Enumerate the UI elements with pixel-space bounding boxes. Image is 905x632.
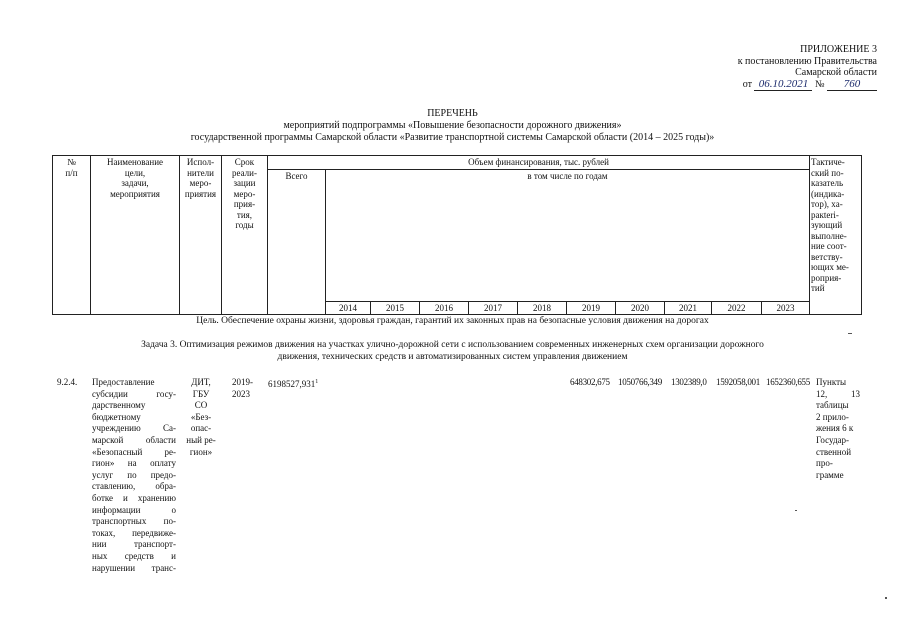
appendix-line: Самарской области bbox=[795, 67, 877, 78]
header-executor: Испол- нители меро- приятия bbox=[180, 156, 222, 315]
row-total: 6198527,931$^1$ bbox=[268, 379, 319, 389]
appendix-date: 06.10.2021 bbox=[754, 79, 812, 92]
row-executor: ДИТ, ГБУ СО «Без- опас- ный ре- гион» bbox=[186, 377, 216, 457]
task-text: Задача 3. Оптимизация режимов движения на участках улично-дорожной сети с использованием современных инженерных схем организации дорожного bbox=[141, 340, 764, 350]
appendix-line: к постановлению Правительства bbox=[737, 55, 877, 67]
header-year: 2016 bbox=[420, 301, 469, 315]
header-number: № п/п bbox=[53, 156, 91, 315]
task-text: движения, технических средств и автоматизированных систем управления движением bbox=[277, 352, 628, 362]
header-year: 2017 bbox=[469, 301, 518, 315]
goal-text: Цель. Обеспечение охраны жизни, здоровья граждан, гарантий их законных прав на безопасные условия движения на дорогах bbox=[196, 316, 709, 326]
header-year: 2022 bbox=[712, 301, 762, 315]
row-value-2022: 1592058,001 bbox=[716, 377, 760, 387]
document-subtitle: мероприятий подпрограммы «Повышение безопасности дорожного движения» bbox=[283, 120, 622, 131]
document-subtitle: государственной программы Самарской области «Развитие транспортной системы Самарской области (2014 – 2025 годы)» bbox=[190, 132, 715, 143]
row-term: 2019- 2023 bbox=[232, 377, 253, 399]
header-year: 2015 bbox=[371, 301, 420, 315]
header-year: 2019 bbox=[567, 301, 616, 315]
header-by-years: в том числе по годам bbox=[326, 170, 810, 302]
funding-header-table bbox=[52, 155, 862, 315]
header-year: 2021 bbox=[665, 301, 712, 315]
scan-speck bbox=[885, 597, 887, 599]
appendix-number: 760 bbox=[827, 79, 877, 92]
header-term: Срок реали- зации меро- прия- тия, годы bbox=[222, 156, 268, 315]
header-year: 2023 bbox=[762, 301, 810, 315]
row-value-2020: 1050766,349 bbox=[618, 377, 662, 387]
row-indicator: Пункты 12, 13 таблицы 2 прило- жения 6 к Государ- ственной про- грамме bbox=[816, 377, 860, 480]
header-year: 2020 bbox=[616, 301, 665, 315]
row-value-2023: 1652360,655 bbox=[766, 377, 810, 387]
appendix-date-line bbox=[657, 79, 877, 92]
row-number: 9.2.4. bbox=[57, 377, 78, 387]
header-name: Наименование цели, задачи, мероприятия bbox=[91, 156, 180, 315]
appendix-title: ПРИЛОЖЕНИЕ 3 bbox=[800, 44, 877, 55]
header-year: 2014 bbox=[326, 301, 371, 315]
document-title: ПЕРЕЧЕНЬ bbox=[427, 108, 478, 119]
appendix-from: от bbox=[742, 78, 752, 90]
appendix-block bbox=[657, 44, 877, 91]
header-year: 2018 bbox=[518, 301, 567, 315]
header-indicator: Тактиче- ский по- казатель (индика- тор), ха- ракteri- зующий выполне- ние соот- ветству- ющих ме- роприя- тий bbox=[810, 156, 862, 315]
header-funding: Объем финансирования, тыс. рублей bbox=[268, 156, 810, 170]
row-name: Предоставление субсидии госу- дарственному бюджетному учреждению Са- марской области «Безопасный ре- гион» на оплату услуг по предо- ставлению, обра- ботке и хранению информации о транспортных по- токах, передвиже- нии транспорт- ных средств и нарушении транс- bbox=[92, 377, 176, 573]
header-total: Всего bbox=[268, 170, 326, 315]
row-value-2021: 1302389,0 bbox=[671, 377, 707, 387]
row-value-2019: 648302,675 bbox=[570, 377, 610, 387]
appendix-no-sign: № bbox=[814, 78, 825, 90]
scan-speck bbox=[848, 333, 852, 334]
scan-speck bbox=[795, 510, 797, 511]
